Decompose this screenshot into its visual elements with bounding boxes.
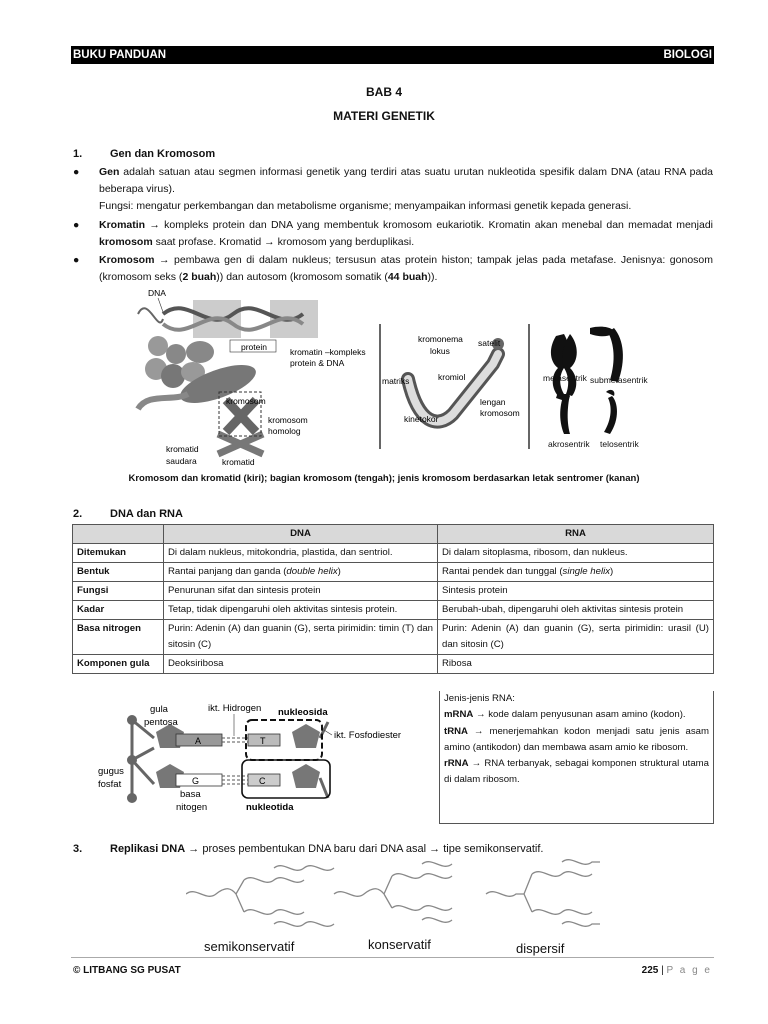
label-dna: DNA <box>148 288 166 298</box>
section-2-heading <box>73 508 183 520</box>
arrow-icon: → <box>188 843 200 855</box>
chromosome-figure <box>118 284 718 470</box>
rna-cell: Rantai pendek dan tunggal (single helix) <box>438 563 714 582</box>
label-lengan-2: kromosom <box>480 408 520 418</box>
gen-text: adalah satuan atau segmen informasi genetik yang terdiri atas suatu urutan nukleotida spesifik dalam DNA (atau RNA pada beberapa virus). <box>99 166 713 195</box>
table-row <box>73 563 714 582</box>
label-kromatid: kromatid <box>222 457 255 467</box>
section-number: 2. <box>73 508 83 520</box>
chromosome-types-illustration <box>543 327 648 449</box>
rna-type-mrna: mRNA → kode dalam penyusunan asam amino (kodon). <box>444 709 686 721</box>
table-row <box>73 620 714 655</box>
bullet-gen <box>73 164 713 215</box>
kromosom-count-2: 44 buah <box>387 271 428 283</box>
rna-cell: Di dalam sitoplasma, ribosom, dan nukleus. <box>438 544 714 563</box>
section-title: Gen dan Kromosom <box>110 148 216 160</box>
chapter-number: BAB 4 <box>365 85 402 99</box>
section-number: 1. <box>73 148 83 160</box>
label-gugus: gugus <box>98 766 124 777</box>
label-kromatin: kromatin –kompleks <box>290 347 366 357</box>
section-3-text: proses pembentukan DNA baru dari DNA asal → tipe semikonservatif. <box>199 843 544 855</box>
table-row <box>73 655 714 674</box>
table-row <box>73 582 714 601</box>
label-satelit: satelit <box>478 338 501 348</box>
table-header-row <box>73 525 714 544</box>
chromosome-parts-illustration <box>382 334 520 424</box>
label-protein: protein <box>241 342 267 352</box>
rna-cell: Sintesis protein <box>438 582 714 601</box>
base-g: G <box>192 776 200 786</box>
table-header: RNA <box>438 525 714 544</box>
section-3-heading <box>73 843 543 855</box>
base-t: T <box>260 736 266 746</box>
label-submetasentrik: submetasentrik <box>590 375 648 385</box>
section-1-heading <box>73 148 215 160</box>
dna-cell: Rantai panjang dan ganda (double helix) <box>164 563 438 582</box>
label-lokus: lokus <box>430 346 450 356</box>
footer-right <box>642 965 712 976</box>
dna-rna-table <box>72 524 714 674</box>
row-label: Fungsi <box>73 582 164 601</box>
rna-types-heading: Jenis-jenis RNA: <box>444 693 515 704</box>
base-a: A <box>195 736 202 746</box>
label-nukleotida: nukleotida <box>246 802 294 813</box>
row-label: Ditemukan <box>73 544 164 563</box>
rna-cell: Purin: Adenin (A) dan guanin (G), serta pirimidin: urasil (U) dan sitosin (C) <box>438 620 714 655</box>
footer-rule <box>71 957 714 958</box>
label-homolog-1: kromosom <box>268 415 308 425</box>
row-label: Komponen gula <box>73 655 164 674</box>
dna-cell: Deoksiribosa <box>164 655 438 674</box>
label-matriks: matriks <box>382 376 410 386</box>
label-kromatin-2: protein & DNA <box>290 358 345 368</box>
base-c: C <box>259 776 266 786</box>
bullet-icon: ● <box>73 254 80 266</box>
dna-cell: Purin: Adenin (A) dan guanin (G), serta pirimidin: timin (T) dan sitosin (C) <box>164 620 438 655</box>
label-lengan-1: lengan <box>480 397 506 407</box>
chromatin-illustration <box>138 288 366 467</box>
label-pentosa: pentosa <box>144 717 178 728</box>
label-ikt-fosfodiester: ikt. Fosfodiester <box>334 730 402 741</box>
bullet-icon: ● <box>73 219 80 231</box>
page-word: P a g e <box>666 965 712 976</box>
page-header <box>71 46 714 64</box>
kromosom-text-2: )) dan autosom (kromosom somatik ( <box>216 271 388 283</box>
label-kromiol: kromiol <box>438 372 466 382</box>
term-kromatin: Kromatin <box>99 219 146 231</box>
model-label: dispersif <box>516 941 565 956</box>
label-akrosentrik: akrosentrik <box>548 439 590 449</box>
kromatin-text: → kompleks protein dan DNA yang membentuk kromosom eukariotik. Kromatin akan menebal dan memadat menjadi <box>145 219 713 231</box>
table-row <box>73 601 714 620</box>
dna-cell: Penurunan sifat dan sintesis protein <box>164 582 438 601</box>
model-label: konservatif <box>368 937 431 952</box>
rna-types-box <box>439 691 714 824</box>
table-row <box>73 544 714 563</box>
rna-cell: Berubah-ubah, dipengaruhi oleh aktivitas sintesis protein <box>438 601 714 620</box>
rna-type-rrna: rRNA → RNA terbanyak, sebagai komponen struktural utama di dalam ribosom. <box>444 758 709 786</box>
label-telosentrik: telosentrik <box>600 439 639 449</box>
kromosom-count-1: 2 buah <box>182 271 217 283</box>
model-semikonservatif <box>186 866 334 927</box>
table-header <box>73 525 164 544</box>
row-label: Kadar <box>73 601 164 620</box>
label-metasentrik: metasentrik <box>543 373 587 383</box>
gen-fungsi: Fungsi: mengatur perkembangan dan metabolisme organisme; menyampaikan informasi genetik kepada generasi. <box>99 200 632 212</box>
model-konservatif <box>334 862 452 923</box>
row-label: Basa nitrogen <box>73 620 164 655</box>
label-kromosom: kromosom <box>226 396 266 406</box>
term-gen: Gen <box>99 166 120 178</box>
label-basa: basa <box>180 789 201 800</box>
label-ikt-hidrogen: ikt. Hidrogen <box>208 703 262 714</box>
kromatin-text-2: saat profase. Kromatid → kromosom yang berduplikasi. <box>152 236 415 248</box>
label-kromatid-saudara-2: saudara <box>166 456 197 466</box>
label-homolog-2: homolog <box>268 426 301 436</box>
rna-type-trna: tRNA → menerjemahkan kodon menjadi satu jenis asam amino (antikodon) dan membawa asam amio ke ribosom. <box>444 725 709 753</box>
model-label: semikonservatif <box>204 939 295 954</box>
nucleotide-diagram <box>94 698 434 822</box>
bullet-kromosom <box>73 252 713 286</box>
page-sep: | <box>658 965 667 976</box>
page-number: 225 <box>641 965 659 976</box>
label-kromonema: kromonema <box>418 334 463 344</box>
kromatin-bold: kromosom <box>99 236 153 248</box>
label-nukleosida: nukleosida <box>278 707 328 718</box>
model-dispersif <box>486 860 600 927</box>
section-title: DNA dan RNA <box>110 508 183 520</box>
header-left: BUKU PANDUAN <box>73 49 167 61</box>
dna-cell: Di dalam nukleus, mitokondria, plastida, dan sentriol. <box>164 544 438 563</box>
bullet-kromatin <box>73 217 713 251</box>
rna-cell: Ribosa <box>438 655 714 674</box>
figure-1-caption: Kromosom dan kromatid (kiri); bagian kromosom (tengah); jenis kromosom berdasarkan letak sentromer (kanan) <box>128 473 640 484</box>
section-number: 3. <box>73 843 83 855</box>
bullet-icon: ● <box>73 166 80 178</box>
footer-left: © LITBANG SG PUSAT <box>73 965 181 976</box>
chapter-title: MATERI GENETIK <box>333 109 435 123</box>
header-right: BIOLOGI <box>663 49 712 61</box>
label-kromatid-saudara-1: kromatid <box>166 444 199 454</box>
row-label: Bentuk <box>73 563 164 582</box>
dna-cell: Tetap, tidak dipengaruhi oleh aktivitas sintesis protein. <box>164 601 438 620</box>
kromosom-text-3: )). <box>427 271 438 283</box>
label-gula: gula <box>150 704 168 715</box>
label-kinetokor: kinetokor <box>404 414 439 424</box>
section-title: Replikasi DNA <box>110 843 186 855</box>
label-fosfat: fosfat <box>98 779 122 790</box>
kromosom-text: → pembawa gen di dalam nukleus; tersusun atas protein histon; tampak jelas pada metafase. Jenisnya: gonosom (kromosom seks ( <box>99 254 713 283</box>
table-header: DNA <box>164 525 438 544</box>
term-kromosom: Kromosom <box>99 254 155 266</box>
replication-models-figure <box>186 858 606 958</box>
label-nitogen: nitogen <box>176 802 208 813</box>
